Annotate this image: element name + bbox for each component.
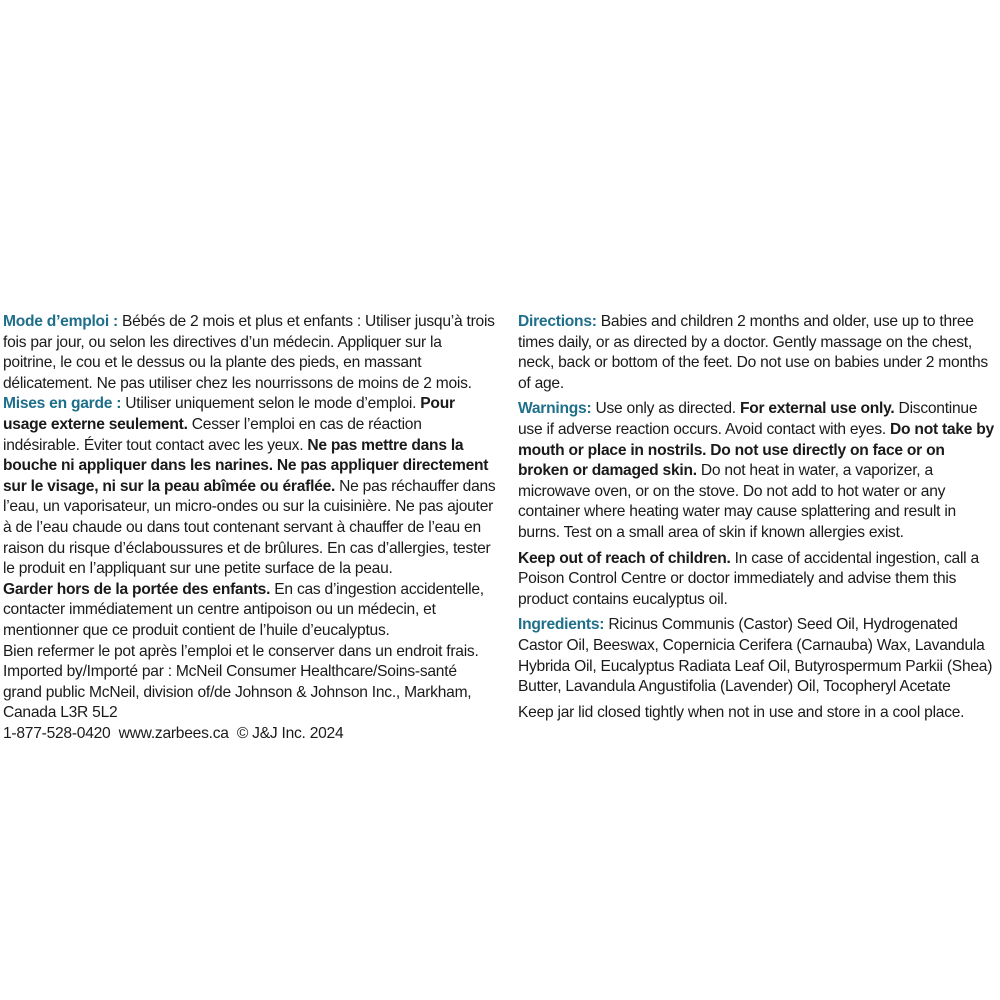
english-ingredients bbox=[518, 615, 998, 697]
english-keep-out-text: In case of accidental ingestion, call a Poison Control Centre or doctor immediately and advise them this product contains eucalyptus oil. bbox=[518, 549, 979, 608]
french-keep-out-text: En cas d’ingestion accidentelle, contacter immédiatement un centre antipoison ou un médecin, et mentionner que ce produit contient de l’huile d’eucalyptus. bbox=[3, 580, 484, 639]
english-ingredients-heading: Ingredients: bbox=[518, 616, 605, 634]
french-warnings-text-2: Cesser l’emploi en cas de réaction indésirable. Éviter tout contact avec les yeux. bbox=[3, 415, 422, 454]
english-warnings-heading: Warnings: bbox=[518, 400, 592, 418]
french-importer: Imported by/Importé par : McNeil Consumer Healthcare/Soins-santé grand public McNeil, division of/de Johnson & Johnson Inc., Markham, Canada L3R 5L2 bbox=[3, 663, 472, 722]
english-keep-out bbox=[518, 549, 998, 611]
english-directions bbox=[518, 312, 998, 394]
french-storage: Bien refermer le pot après l’emploi et le conserver dans un endroit frais. bbox=[3, 642, 479, 660]
english-warnings-text-3: Do not heat in water, a vaporizer, a microwave oven, or on the stove. Do not add to hot water or any container where heating water may cause splattering and result in burns. Test on a small area of skin if known allergies exist. bbox=[518, 462, 956, 541]
french-warnings-bold-1: Pour usage externe seulement. bbox=[3, 395, 455, 433]
english-directions-text: Babies and children 2 months and older, use up to three times daily, or as directed by a doctor. Gently massage on the chest, neck, back or bottom of the feet. Do not use on babies under 2 months of age. bbox=[518, 313, 988, 392]
french-label-column bbox=[3, 312, 496, 744]
french-warnings-bold-2: Ne pas mettre dans la bouche ni appliquer dans les narines. Ne pas appliquer directement sur le visage, ni sur la peau abîmée ou éraflée. bbox=[3, 436, 489, 495]
english-storage: Keep jar lid closed tightly when not in use and store in a cool place. bbox=[518, 703, 965, 721]
english-label-column bbox=[518, 312, 998, 728]
english-ingredients-text: Ricinus Communis (Castor) Seed Oil, Hydrogenated Castor Oil, Beeswax, Copernicia Cerifera (Carnauba) Wax, Lavandula Hybrida Oil, Eucalyptus Radiata Leaf Oil, Butyrospermum Parkii (Shea) Butter, Lavandula Angustifolia (Lavender) Oil, Tocopheryl Acetate bbox=[518, 616, 993, 696]
english-warnings-text-2: Discontinue use if adverse reaction occurs. Avoid contact with eyes. bbox=[518, 400, 978, 438]
french-directions bbox=[3, 312, 496, 394]
french-directions-text: Bébés de 2 mois et plus et enfants : Utiliser jusqu’à trois fois par jour, ou selon les directives d’un médecin. Appliquer sur la poitrine, le cou et le dessus ou la plante des pieds, en massant délicatement. Ne pas utiliser chez les nourrissons de moins de 2 mois. bbox=[3, 313, 495, 392]
french-warnings-heading: Mises en garde : bbox=[3, 395, 122, 413]
english-warnings-text-1: Use only as directed. bbox=[591, 400, 740, 418]
french-keep-out bbox=[3, 580, 496, 642]
french-keep-out-bold: Garder hors de la portée des enfants. bbox=[3, 580, 271, 598]
english-directions-heading: Directions: bbox=[518, 313, 597, 330]
english-warnings-bold-2: Do not take by mouth or place in nostrils. Do not use directly on face or on broken or damaged skin. bbox=[518, 420, 994, 480]
english-warnings-bold-1: For external use only. bbox=[739, 400, 895, 418]
french-warnings-text-1: Utiliser uniquement selon le mode d’emploi. bbox=[121, 395, 421, 413]
english-warnings bbox=[518, 399, 998, 543]
french-warnings-text-3: Ne pas réchauffer dans l’eau, un vaporisateur, un micro-ondes ou sur la cuisinière. Ne pas ajouter à de l’eau chaude ou dans tout contenant servant à chauffer de l’eau en raison du risque d’éclaboussures et de brûlures. En cas d’allergies, tester le produit en l’appliquant sur une petite surface de la peau. bbox=[3, 477, 496, 578]
french-warnings bbox=[3, 394, 496, 579]
french-directions-heading: Mode d’emploi : bbox=[3, 313, 118, 330]
english-keep-out-bold: Keep out of reach of children. bbox=[518, 549, 731, 567]
contact-line: 1-877-528-0420 www.zarbees.ca © J&J Inc. 2024 bbox=[3, 724, 344, 742]
